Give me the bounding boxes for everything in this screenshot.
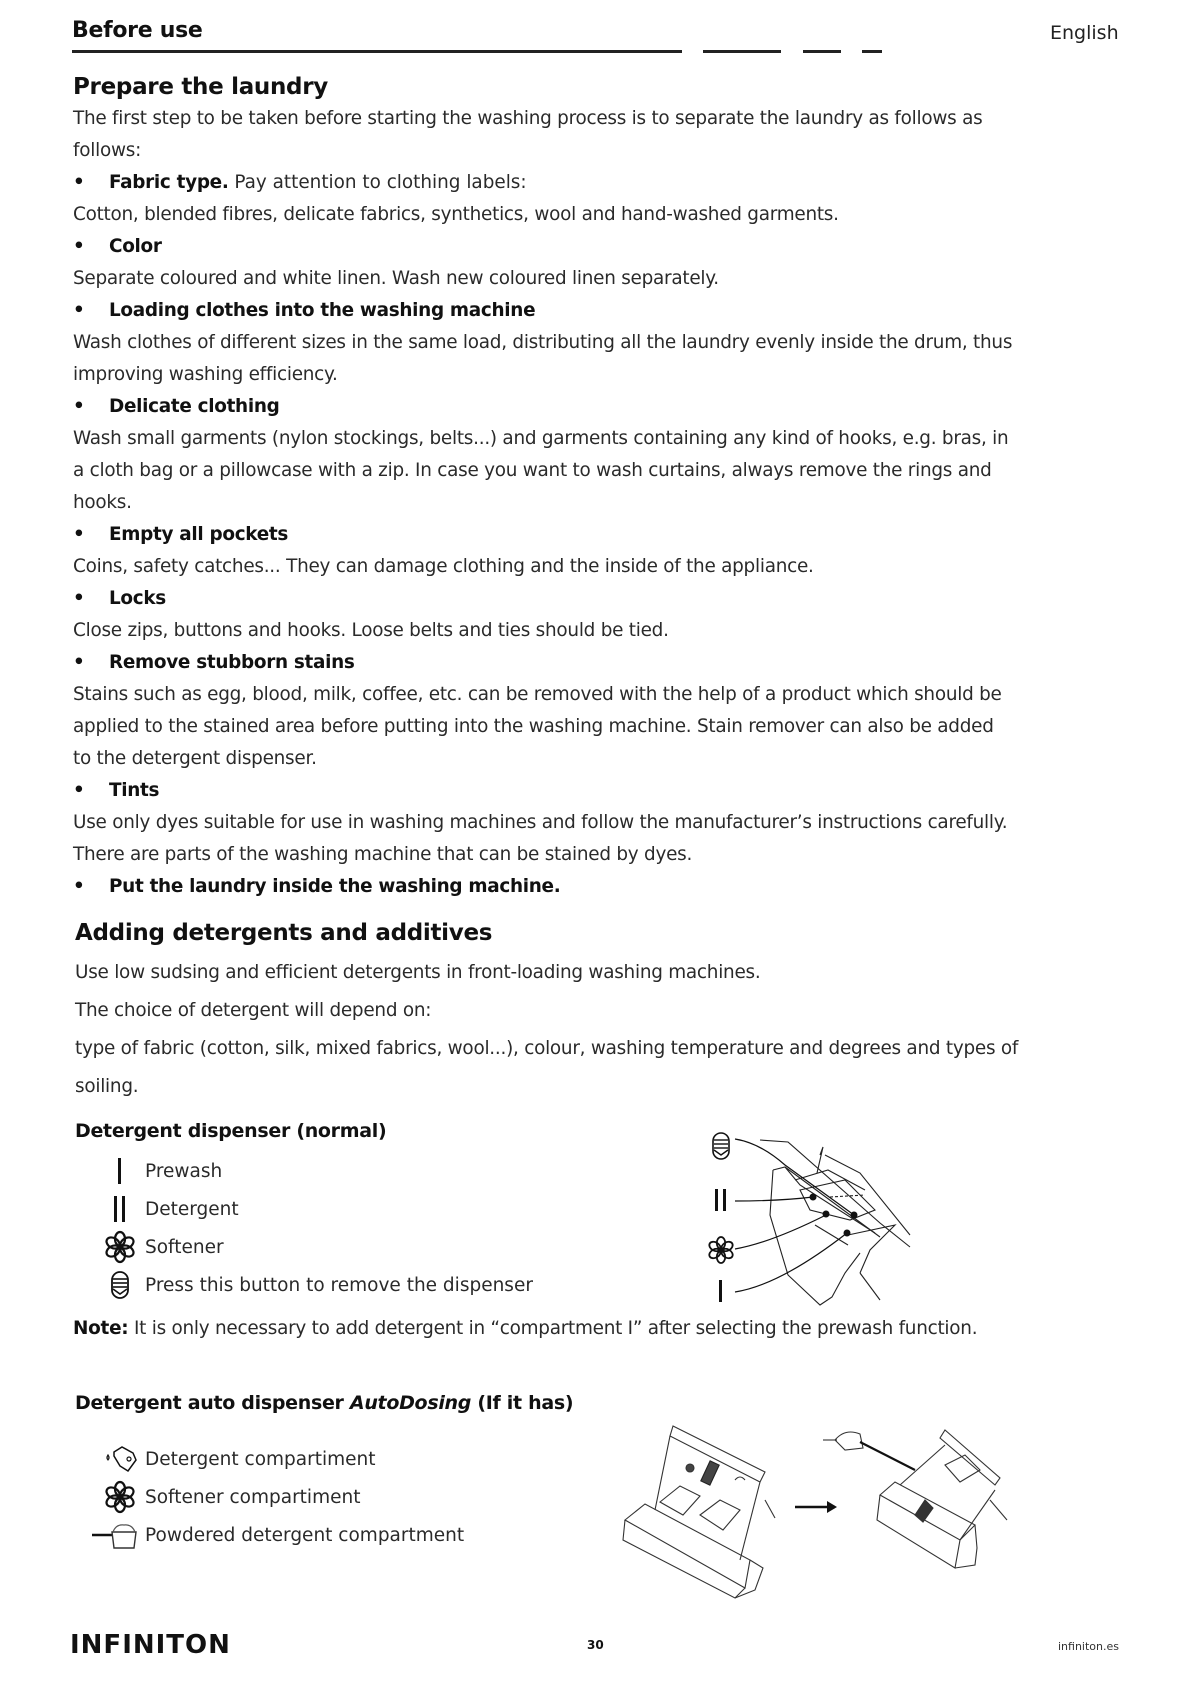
bullet-item bbox=[73, 300, 535, 321]
prepare-laundry-heading: Prepare the laundry bbox=[73, 74, 328, 100]
bullet-title: Tints bbox=[109, 780, 160, 801]
header-rule-segment bbox=[862, 50, 882, 53]
adding-text: type of fabric (cotton, silk, mixed fabrics, wool...), colour, washing temperature and degrees and types of bbox=[75, 1038, 1019, 1059]
bullet-body-text: applied to the stained area before putting into the washing machine. Stain remover can also be added bbox=[73, 716, 994, 737]
bullet-body-text: Separate coloured and white linen. Wash new coloured linen separately. bbox=[73, 268, 719, 289]
compartment-I-icon bbox=[719, 1280, 722, 1302]
legend-item-powder-compartment bbox=[85, 1519, 464, 1551]
language-label: English bbox=[1050, 22, 1119, 44]
flower-softener-icon bbox=[708, 1237, 735, 1263]
note-text: It is only necessary to add detergent in “compartment I” after selecting the prewash function. bbox=[128, 1318, 978, 1339]
note-label: Note: bbox=[73, 1318, 129, 1339]
legend-item-detergent bbox=[95, 1193, 239, 1225]
dispenser-drawer-diagram bbox=[700, 1125, 920, 1315]
bullet-item bbox=[73, 588, 166, 609]
legend-label: Press this button to remove the dispenser bbox=[145, 1274, 533, 1296]
bullet-dot-icon: • bbox=[73, 876, 85, 897]
legend-item-softener-compartment bbox=[95, 1481, 360, 1513]
powder-detergent-scoop-icon bbox=[85, 1520, 145, 1550]
bullet-dot-icon: • bbox=[73, 588, 85, 609]
bullet-title: Put the laundry inside the washing machine. bbox=[109, 876, 561, 897]
insert-arrow-line bbox=[860, 1442, 915, 1470]
bullet-body-text: Close zips, buttons and hooks. Loose belts and ties should be tied. bbox=[73, 620, 669, 641]
arrow-right-icon bbox=[795, 1501, 837, 1513]
legend-label: Powdered detergent compartment bbox=[145, 1524, 465, 1546]
infiniton-logo: INFINITON bbox=[70, 1630, 231, 1660]
adding-text: The choice of detergent will depend on: bbox=[75, 1000, 432, 1021]
release-button-icon bbox=[95, 1270, 145, 1300]
legend-item-softener bbox=[95, 1231, 224, 1263]
open-autodosing-drawer bbox=[823, 1430, 1007, 1568]
compartment-I-icon bbox=[95, 1157, 145, 1185]
bullet-dot-icon: • bbox=[73, 236, 85, 257]
liquid-detergent-bottle-icon bbox=[95, 1444, 145, 1474]
compartment-II-icon bbox=[95, 1195, 145, 1223]
legend-label: Detergent compartiment bbox=[145, 1448, 376, 1470]
compartment-II-icon bbox=[715, 1189, 726, 1211]
heading-suffix: (If it has) bbox=[471, 1392, 574, 1414]
header-rule-segment bbox=[803, 50, 841, 53]
adding-detergents-heading: Adding detergents and additives bbox=[75, 920, 493, 946]
closed-autodosing-drawer bbox=[623, 1426, 775, 1598]
bullet-item bbox=[73, 396, 280, 417]
section-header-title: Before use bbox=[72, 18, 203, 43]
bullet-body-text: Use only dyes suitable for use in washing machines and follow the manufacturer’s instructions carefully. bbox=[73, 812, 1008, 833]
bullet-title: Locks bbox=[109, 588, 166, 609]
bullet-title: Loading clothes into the washing machine bbox=[109, 300, 536, 321]
legend-item-detergent-compartment bbox=[95, 1443, 376, 1475]
bullet-body-text: Wash clothes of different sizes in the same load, distributing all the laundry evenly inside the drum, thus bbox=[73, 332, 1013, 353]
flower-softener-icon bbox=[95, 1481, 145, 1513]
heading-prefix: Detergent auto dispenser bbox=[75, 1392, 350, 1414]
bullet-title: Fabric type. bbox=[109, 172, 229, 193]
intro-text: follows: bbox=[73, 140, 142, 161]
legend-label: Detergent bbox=[145, 1198, 239, 1220]
bullet-body-text: improving washing efficiency. bbox=[73, 364, 338, 385]
adding-text: soiling. bbox=[75, 1076, 139, 1097]
bullet-title: Delicate clothing bbox=[109, 396, 280, 417]
heading-autodosing: AutoDosing bbox=[349, 1392, 472, 1414]
bullet-body-text: a cloth bag or a pillowcase with a zip. In case you want to wash curtains, always remove the rings and bbox=[73, 460, 992, 481]
bullet-dot-icon: • bbox=[73, 300, 85, 321]
legend-item-prewash bbox=[95, 1155, 222, 1187]
page-number: 30 bbox=[587, 1638, 604, 1652]
bullet-body-text: Coins, safety catches... They can damage clothing and the inside of the appliance. bbox=[73, 556, 814, 577]
header-rule-main bbox=[72, 50, 682, 53]
header-rule-segment bbox=[703, 50, 781, 53]
bullet-item bbox=[73, 652, 355, 673]
bullet-item bbox=[73, 236, 162, 257]
bullet-dot-icon: • bbox=[73, 396, 85, 417]
intro-text: The first step to be taken before starting the washing process is to separate the laundry as follows as bbox=[73, 108, 983, 129]
bullet-body-text: There are parts of the washing machine that can be stained by dyes. bbox=[73, 844, 693, 865]
dispenser-auto-heading bbox=[75, 1392, 573, 1414]
flower-softener-icon bbox=[95, 1231, 145, 1263]
release-button-icon bbox=[713, 1133, 729, 1159]
bullet-body-text: to the detergent dispenser. bbox=[73, 748, 317, 769]
legend-label: Prewash bbox=[145, 1160, 223, 1182]
bullet-body-text: Wash small garments (nylon stockings, belts...) and garments containing any kind of hooks, e.g. bras, in bbox=[73, 428, 1009, 449]
bullet-dot-icon: • bbox=[73, 524, 85, 545]
bullet-dot-icon: • bbox=[73, 652, 85, 673]
bullet-item bbox=[73, 780, 159, 801]
bullet-item bbox=[73, 524, 288, 545]
bullet-dot-icon: • bbox=[73, 780, 85, 801]
bullet-item bbox=[73, 876, 560, 897]
bullet-item bbox=[73, 172, 527, 193]
bullet-title: Empty all pockets bbox=[109, 524, 289, 545]
bullet-title-suffix: Pay attention to clothing labels: bbox=[228, 172, 527, 193]
legend-item-release-button bbox=[95, 1269, 533, 1301]
dispenser-note bbox=[73, 1318, 977, 1339]
bullet-body-text: Stains such as egg, blood, milk, coffee, etc. can be removed with the help of a product which should be bbox=[73, 684, 1002, 705]
website-link[interactable]: infiniton.es bbox=[1058, 1640, 1119, 1653]
legend-label: Softener compartiment bbox=[145, 1486, 361, 1508]
bullet-body-text: Cotton, blended fibres, delicate fabrics, synthetics, wool and hand-washed garments. bbox=[73, 204, 839, 225]
dispenser-normal-heading: Detergent dispenser (normal) bbox=[75, 1120, 387, 1142]
bullet-dot-icon: • bbox=[73, 172, 85, 193]
autodosing-drawer-diagram bbox=[615, 1420, 1015, 1605]
legend-label: Softener bbox=[145, 1236, 224, 1258]
bullet-body-text: hooks. bbox=[73, 492, 132, 513]
adding-text: Use low sudsing and efficient detergents in front-loading washing machines. bbox=[75, 962, 761, 983]
bullet-title: Color bbox=[109, 236, 162, 257]
bullet-title: Remove stubborn stains bbox=[109, 652, 355, 673]
